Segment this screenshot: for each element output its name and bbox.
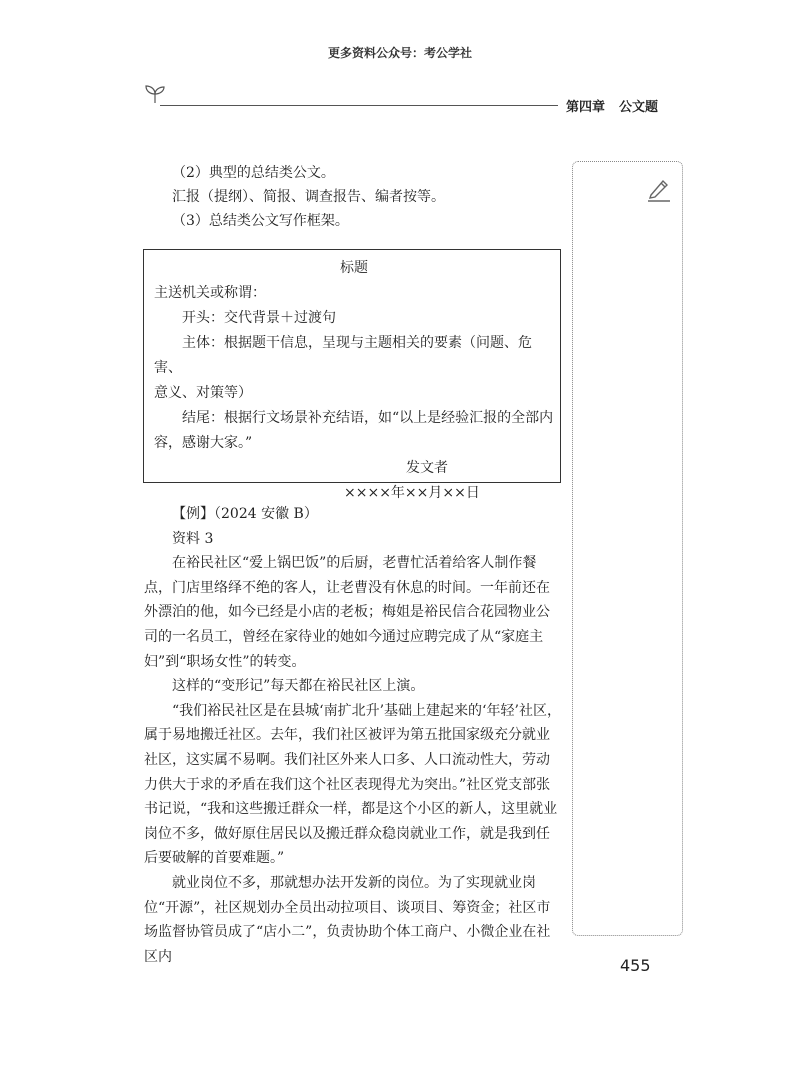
writing-framework-box [143,249,561,501]
framework-addressee: 主送机关或称谓： [154,285,266,301]
chapter-title: 公文题 [619,100,659,115]
chapter-heading [566,96,658,115]
framework-date: ××××年××月××日 [344,485,480,501]
item2-text: 汇报（提纲）、简报、调查报告、编者按等。 [172,189,445,205]
example-label: 【例】（2024 安徽 B） [172,506,318,522]
notes-column [572,161,683,936]
page-number: 455 [620,956,651,975]
example-section [144,502,562,969]
paragraph: 在裕民社区“爱上锅巴饭”的后厨，老曹忙活着给客人制作餐点，门店里络绎不绝的客人，让老曹没有休息的时间。一年前还在外漂泊的他，如今已经是小店的老板；梅姐是裕民信合花园物业公司的一名员工，曾经在家待业的她如今通过应聘完成了从“家庭主妇”到“职场女性”的转变。 [144,555,550,670]
header-rule [160,105,558,106]
framework-issuer: 发文者 [406,460,448,476]
paragraph: “我们裕民社区是在县城‘南扩北升’基础上建起来的‘年轻’社区，属于易地搬迁社区。去年，我们社区被评为第五批国家级充分就业社区，这实属不易啊。我们社区外来人口多、人口流动性大，劳动力供大于求的矛盾在我们这个社区表现得尤为突出。”社区党支部张书记说，“我和这些搬迁群众一样，都是这个小区的新人，这里就业岗位不多，做好原住居民以及搬迁群众稳岗就业工作，就是我到任后要破解的首要难题。” [144,702,561,867]
paragraph: 就业岗位不多，那就想办法开发新的岗位。为了实现就业岗位“开源”，社区规划办全员出动拉项目、谈项目、筹资金；社区市场监督协管员成了“店小二”，负责协助个体工商户、小微企业在社区内 [144,874,551,965]
framework-body-line2: 意义、对策等） [154,385,252,401]
framework-title: 标题 [340,260,368,276]
material-label: 资料 3 [172,530,214,547]
framework-ending-line2: 容，感谢大家。” [154,435,253,451]
item3-title: （3）总结类公文写作框架。 [172,213,349,229]
intro-section [144,161,562,233]
framework-opening: 开头：交代背景＋过渡句 [182,310,336,326]
top-banner: 更多资料公众号：考公学社 [327,46,472,60]
sprout-icon [144,84,166,104]
pencil-icon [646,176,672,202]
item2-title: （2）典型的总结类公文。 [172,165,335,181]
chapter-number: 第四章 [566,100,606,115]
framework-body-line1: 主体：根据题干信息，呈现与主题相关的要素（问题、危害、 [154,335,532,376]
paragraph: 这样的“变形记”每天都在裕民社区上演。 [172,678,425,695]
framework-ending-line1: 结尾：根据行文场景补充结语，如“以上是经验汇报的全部内 [182,410,554,426]
